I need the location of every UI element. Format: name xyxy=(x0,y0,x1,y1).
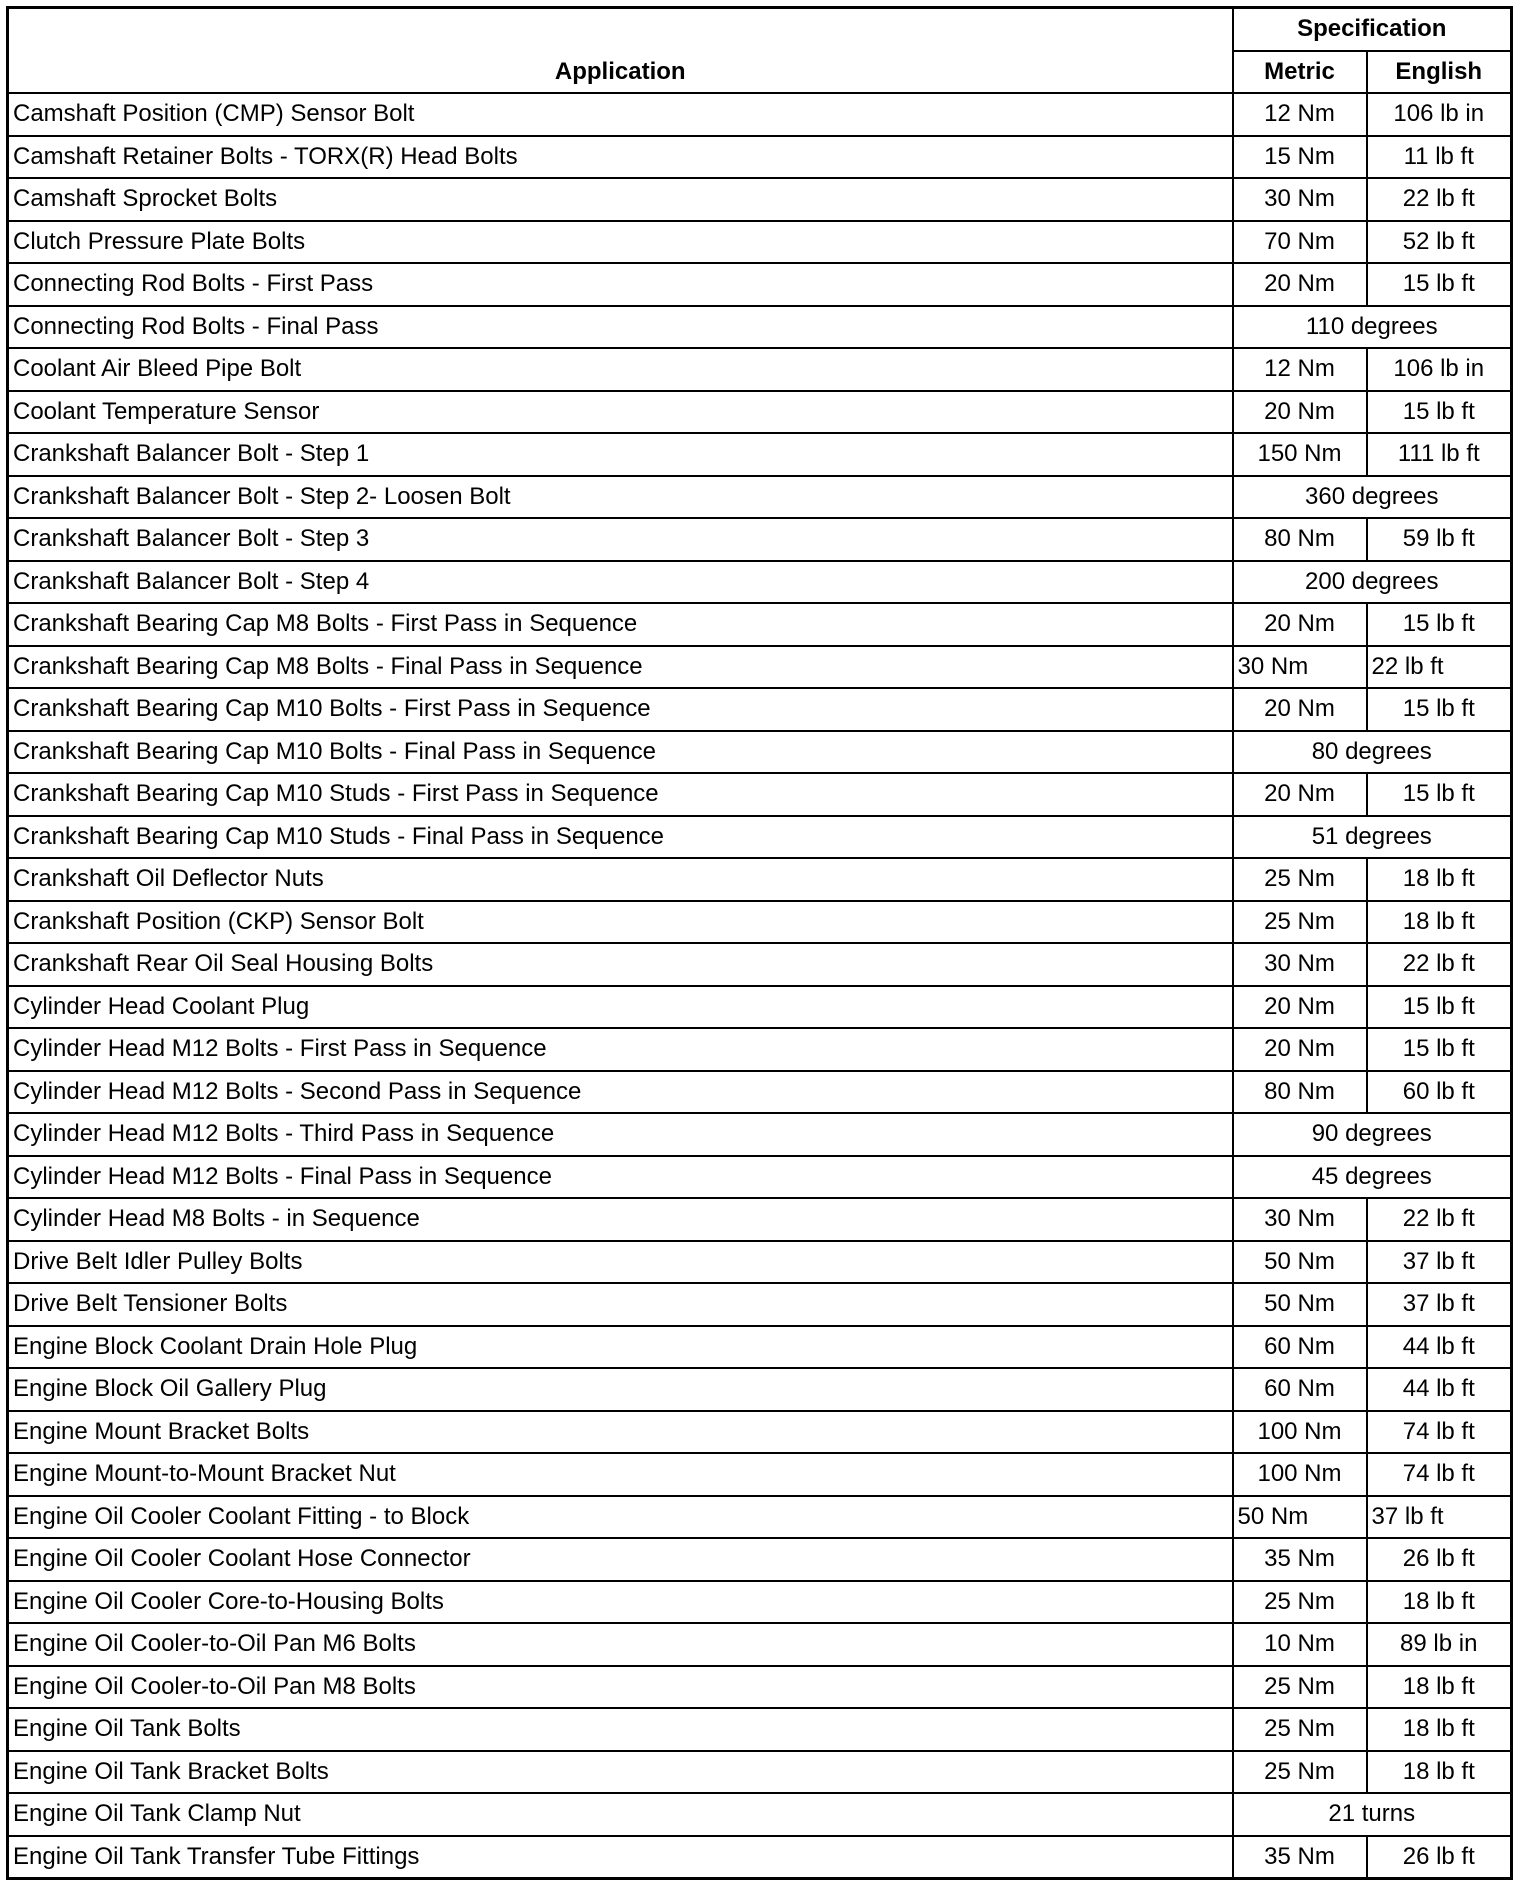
table-row xyxy=(8,1071,1512,1114)
table-row xyxy=(8,943,1512,986)
application-cell: Crankshaft Balancer Bolt - Step 2- Loosen Bolt xyxy=(8,476,1233,519)
application-cell: Cylinder Head Coolant Plug xyxy=(8,986,1233,1029)
table-row xyxy=(8,433,1512,476)
application-cell: Crankshaft Position (CKP) Sensor Bolt xyxy=(8,901,1233,944)
application-cell: Drive Belt Idler Pulley Bolts xyxy=(8,1241,1233,1284)
table-row xyxy=(8,136,1512,179)
application-cell: Engine Mount-to-Mount Bracket Nut xyxy=(8,1453,1233,1496)
table-row xyxy=(8,1198,1512,1241)
metric-cell: 25 Nm xyxy=(1233,1708,1367,1751)
specification-cell: 51 degrees xyxy=(1233,816,1512,859)
application-cell: Crankshaft Bearing Cap M10 Bolts - First Pass in Sequence xyxy=(8,688,1233,731)
metric-cell: 35 Nm xyxy=(1233,1538,1367,1581)
table-row xyxy=(8,1708,1512,1751)
application-cell: Cylinder Head M12 Bolts - Second Pass in Sequence xyxy=(8,1071,1233,1114)
application-cell: Camshaft Retainer Bolts - TORX(R) Head Bolts xyxy=(8,136,1233,179)
metric-cell: 12 Nm xyxy=(1233,93,1367,136)
metric-cell: 30 Nm xyxy=(1233,178,1367,221)
header-application: Application xyxy=(8,8,1233,94)
english-cell: 18 lb ft xyxy=(1367,858,1512,901)
english-cell: 22 lb ft xyxy=(1367,646,1512,689)
english-cell: 44 lb ft xyxy=(1367,1326,1512,1369)
application-cell: Engine Oil Tank Clamp Nut xyxy=(8,1793,1233,1836)
table-row xyxy=(8,306,1512,349)
table-body xyxy=(8,93,1512,1879)
table-row xyxy=(8,816,1512,859)
table-header xyxy=(8,8,1512,94)
table-row xyxy=(8,1241,1512,1284)
table-row xyxy=(8,1623,1512,1666)
metric-cell: 100 Nm xyxy=(1233,1453,1367,1496)
table-row xyxy=(8,1113,1512,1156)
application-cell: Camshaft Sprocket Bolts xyxy=(8,178,1233,221)
english-cell: 106 lb in xyxy=(1367,348,1512,391)
table-row xyxy=(8,1368,1512,1411)
english-cell: 89 lb in xyxy=(1367,1623,1512,1666)
specification-cell: 90 degrees xyxy=(1233,1113,1512,1156)
metric-cell: 60 Nm xyxy=(1233,1326,1367,1369)
application-cell: Engine Oil Cooler Coolant Hose Connector xyxy=(8,1538,1233,1581)
english-cell: 22 lb ft xyxy=(1367,178,1512,221)
header-metric: Metric xyxy=(1233,51,1367,94)
application-cell: Crankshaft Bearing Cap M8 Bolts - First Pass in Sequence xyxy=(8,603,1233,646)
table-row xyxy=(8,901,1512,944)
table-row xyxy=(8,1326,1512,1369)
table-row xyxy=(8,391,1512,434)
metric-cell: 20 Nm xyxy=(1233,391,1367,434)
metric-cell: 30 Nm xyxy=(1233,943,1367,986)
header-specification: Specification xyxy=(1233,8,1512,51)
english-cell: 18 lb ft xyxy=(1367,901,1512,944)
metric-cell: 15 Nm xyxy=(1233,136,1367,179)
application-cell: Camshaft Position (CMP) Sensor Bolt xyxy=(8,93,1233,136)
application-cell: Coolant Temperature Sensor xyxy=(8,391,1233,434)
application-cell: Engine Mount Bracket Bolts xyxy=(8,1411,1233,1454)
table-row xyxy=(8,263,1512,306)
table-row xyxy=(8,1411,1512,1454)
table-row xyxy=(8,178,1512,221)
metric-cell: 100 Nm xyxy=(1233,1411,1367,1454)
english-cell: 15 lb ft xyxy=(1367,263,1512,306)
english-cell: 22 lb ft xyxy=(1367,943,1512,986)
application-cell: Connecting Rod Bolts - Final Pass xyxy=(8,306,1233,349)
application-cell: Engine Oil Tank Bolts xyxy=(8,1708,1233,1751)
english-cell: 111 lb ft xyxy=(1367,433,1512,476)
english-cell: 26 lb ft xyxy=(1367,1836,1512,1879)
application-cell: Engine Oil Cooler-to-Oil Pan M8 Bolts xyxy=(8,1666,1233,1709)
english-cell: 74 lb ft xyxy=(1367,1453,1512,1496)
english-cell: 18 lb ft xyxy=(1367,1751,1512,1794)
application-cell: Crankshaft Oil Deflector Nuts xyxy=(8,858,1233,901)
specification-cell: 21 turns xyxy=(1233,1793,1512,1836)
metric-cell: 80 Nm xyxy=(1233,1071,1367,1114)
table-row xyxy=(8,1581,1512,1624)
metric-cell: 80 Nm xyxy=(1233,518,1367,561)
table-row xyxy=(8,1028,1512,1071)
application-cell: Engine Oil Tank Bracket Bolts xyxy=(8,1751,1233,1794)
application-cell: Engine Oil Cooler Core-to-Housing Bolts xyxy=(8,1581,1233,1624)
metric-cell: 20 Nm xyxy=(1233,1028,1367,1071)
metric-cell: 20 Nm xyxy=(1233,688,1367,731)
table-row xyxy=(8,731,1512,774)
table-row xyxy=(8,1751,1512,1794)
metric-cell: 70 Nm xyxy=(1233,221,1367,264)
english-cell: 106 lb in xyxy=(1367,93,1512,136)
english-cell: 18 lb ft xyxy=(1367,1666,1512,1709)
table-row xyxy=(8,93,1512,136)
english-cell: 15 lb ft xyxy=(1367,773,1512,816)
torque-spec-table xyxy=(6,6,1513,1880)
table-row xyxy=(8,348,1512,391)
metric-cell: 50 Nm xyxy=(1233,1241,1367,1284)
table-row xyxy=(8,221,1512,264)
metric-cell: 25 Nm xyxy=(1233,1666,1367,1709)
application-cell: Crankshaft Balancer Bolt - Step 4 xyxy=(8,561,1233,604)
metric-cell: 20 Nm xyxy=(1233,603,1367,646)
specification-cell: 360 degrees xyxy=(1233,476,1512,519)
table-row xyxy=(8,688,1512,731)
application-cell: Engine Block Coolant Drain Hole Plug xyxy=(8,1326,1233,1369)
specification-cell: 80 degrees xyxy=(1233,731,1512,774)
table-row xyxy=(8,1156,1512,1199)
application-cell: Cylinder Head M12 Bolts - Third Pass in Sequence xyxy=(8,1113,1233,1156)
english-cell: 15 lb ft xyxy=(1367,986,1512,1029)
table-row xyxy=(8,561,1512,604)
english-cell: 37 lb ft xyxy=(1367,1241,1512,1284)
english-cell: 15 lb ft xyxy=(1367,391,1512,434)
english-cell: 22 lb ft xyxy=(1367,1198,1512,1241)
metric-cell: 150 Nm xyxy=(1233,433,1367,476)
metric-cell: 50 Nm xyxy=(1233,1496,1367,1539)
metric-cell: 20 Nm xyxy=(1233,263,1367,306)
specification-cell: 200 degrees xyxy=(1233,561,1512,604)
metric-cell: 20 Nm xyxy=(1233,773,1367,816)
metric-cell: 35 Nm xyxy=(1233,1836,1367,1879)
table-row xyxy=(8,1496,1512,1539)
table-row xyxy=(8,1666,1512,1709)
metric-cell: 60 Nm xyxy=(1233,1368,1367,1411)
application-cell: Crankshaft Bearing Cap M10 Studs - First Pass in Sequence xyxy=(8,773,1233,816)
application-cell: Crankshaft Bearing Cap M10 Bolts - Final Pass in Sequence xyxy=(8,731,1233,774)
application-cell: Crankshaft Balancer Bolt - Step 3 xyxy=(8,518,1233,561)
metric-cell: 30 Nm xyxy=(1233,646,1367,689)
application-cell: Engine Oil Cooler Coolant Fitting - to Block xyxy=(8,1496,1233,1539)
application-cell: Clutch Pressure Plate Bolts xyxy=(8,221,1233,264)
table-row xyxy=(8,1538,1512,1581)
metric-cell: 10 Nm xyxy=(1233,1623,1367,1666)
table-row xyxy=(8,773,1512,816)
specification-cell: 110 degrees xyxy=(1233,306,1512,349)
application-cell: Engine Oil Cooler-to-Oil Pan M6 Bolts xyxy=(8,1623,1233,1666)
english-cell: 11 lb ft xyxy=(1367,136,1512,179)
english-cell: 26 lb ft xyxy=(1367,1538,1512,1581)
application-cell: Drive Belt Tensioner Bolts xyxy=(8,1283,1233,1326)
application-cell: Engine Oil Tank Transfer Tube Fittings xyxy=(8,1836,1233,1879)
english-cell: 15 lb ft xyxy=(1367,1028,1512,1071)
english-cell: 15 lb ft xyxy=(1367,688,1512,731)
english-cell: 37 lb ft xyxy=(1367,1496,1512,1539)
application-cell: Crankshaft Bearing Cap M10 Studs - Final Pass in Sequence xyxy=(8,816,1233,859)
english-cell: 44 lb ft xyxy=(1367,1368,1512,1411)
metric-cell: 50 Nm xyxy=(1233,1283,1367,1326)
english-cell: 60 lb ft xyxy=(1367,1071,1512,1114)
metric-cell: 25 Nm xyxy=(1233,901,1367,944)
specification-cell: 45 degrees xyxy=(1233,1156,1512,1199)
application-cell: Crankshaft Balancer Bolt - Step 1 xyxy=(8,433,1233,476)
table-row xyxy=(8,603,1512,646)
table-row xyxy=(8,1453,1512,1496)
metric-cell: 25 Nm xyxy=(1233,858,1367,901)
application-cell: Connecting Rod Bolts - First Pass xyxy=(8,263,1233,306)
application-cell: Crankshaft Rear Oil Seal Housing Bolts xyxy=(8,943,1233,986)
metric-cell: 25 Nm xyxy=(1233,1751,1367,1794)
english-cell: 15 lb ft xyxy=(1367,603,1512,646)
table-row xyxy=(8,1793,1512,1836)
table-row xyxy=(8,646,1512,689)
table-row xyxy=(8,476,1512,519)
table-row xyxy=(8,858,1512,901)
application-cell: Coolant Air Bleed Pipe Bolt xyxy=(8,348,1233,391)
english-cell: 37 lb ft xyxy=(1367,1283,1512,1326)
metric-cell: 30 Nm xyxy=(1233,1198,1367,1241)
table-row xyxy=(8,518,1512,561)
table-row xyxy=(8,1283,1512,1326)
application-cell: Crankshaft Bearing Cap M8 Bolts - Final Pass in Sequence xyxy=(8,646,1233,689)
header-english: English xyxy=(1367,51,1512,94)
english-cell: 18 lb ft xyxy=(1367,1581,1512,1624)
english-cell: 74 lb ft xyxy=(1367,1411,1512,1454)
application-cell: Cylinder Head M8 Bolts - in Sequence xyxy=(8,1198,1233,1241)
metric-cell: 25 Nm xyxy=(1233,1581,1367,1624)
english-cell: 18 lb ft xyxy=(1367,1708,1512,1751)
metric-cell: 12 Nm xyxy=(1233,348,1367,391)
application-cell: Cylinder Head M12 Bolts - Final Pass in Sequence xyxy=(8,1156,1233,1199)
table-row xyxy=(8,1836,1512,1879)
application-cell: Cylinder Head M12 Bolts - First Pass in Sequence xyxy=(8,1028,1233,1071)
table-row xyxy=(8,986,1512,1029)
application-cell: Engine Block Oil Gallery Plug xyxy=(8,1368,1233,1411)
english-cell: 59 lb ft xyxy=(1367,518,1512,561)
english-cell: 52 lb ft xyxy=(1367,221,1512,264)
metric-cell: 20 Nm xyxy=(1233,986,1367,1029)
